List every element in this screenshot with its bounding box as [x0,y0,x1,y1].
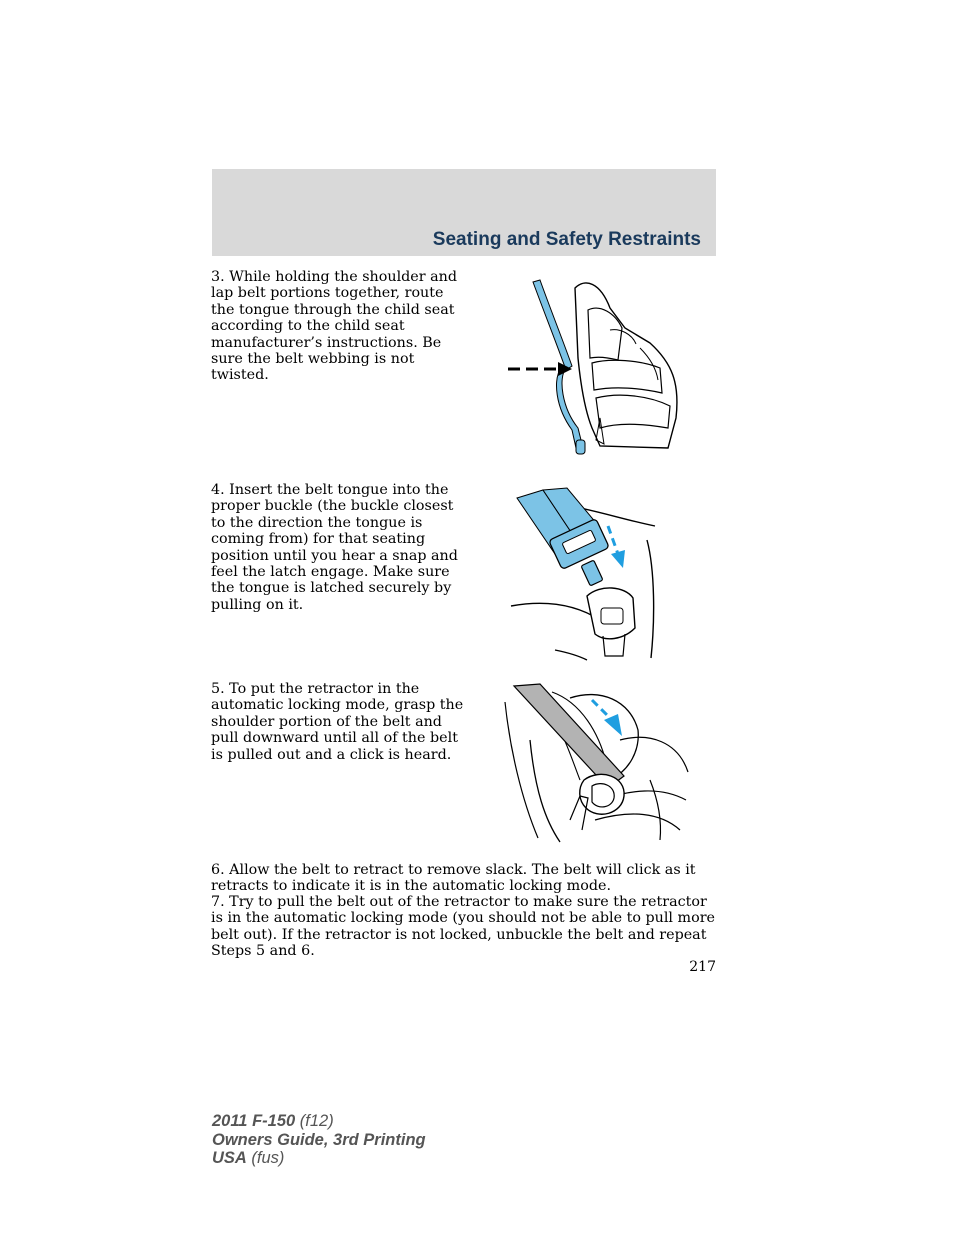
step-6-text: 6. Allow the belt to retract to remove slack. The belt will click as it retracts to indicate it is in the automatic locking mode. [211,862,696,895]
step-7-text: 7. Try to pull the belt out of the retractor to make sure the retractor is in the automatic locking mode (you should not be able to pull more belt out). If the retractor is not locked, unbuckle the belt and repeat Steps 5 and 6. [211,894,715,960]
child-seat-belt-routing-illustration [500,268,700,460]
insert-arrow [608,526,618,554]
page-number: 217 [689,959,716,975]
step-5-text: 5. To put the retractor in the automatic locking mode, grasp the shoulder portion of the belt and pull downward until all of the belt is pulled out and a click is heard. [211,681,464,763]
retractor-locking-illustration [500,680,690,850]
step-3-text: 3. While holding the shoulder and lap belt portions together, route the tongue through the child seat according to the child seat manufacturer’s instructions. Be sure the belt webbing is not twisted. [211,269,458,384]
footer-printing-line [212,1131,426,1150]
section-header [212,169,716,256]
section-title: Seating and Safety Restraints [432,229,701,250]
pull-arrow [592,700,610,718]
buckle-insertion-illustration [505,480,665,670]
footer-market-code: (fus) [246,1149,285,1168]
seat-belt-webbing [533,280,572,370]
seat-belt-webbing [514,684,624,788]
footer-model-line [212,1112,426,1131]
footer-model-code: (f12) [295,1112,334,1130]
footer-model: 2011 F-150 [212,1112,296,1130]
document-footer [212,1112,426,1168]
step-4-text: 4. Insert the belt tongue into the proper buckle (the buckle closest to the direction the tongue is coming from) for that seating position until you hear a snap and feel the latch engage. Make sure the tongue is latched securely by pulling on it. [211,482,458,613]
footer-market-line [212,1149,426,1168]
footer-market: USA [212,1149,247,1168]
footer-printing: Owners Guide, 3rd Printing [212,1130,426,1149]
